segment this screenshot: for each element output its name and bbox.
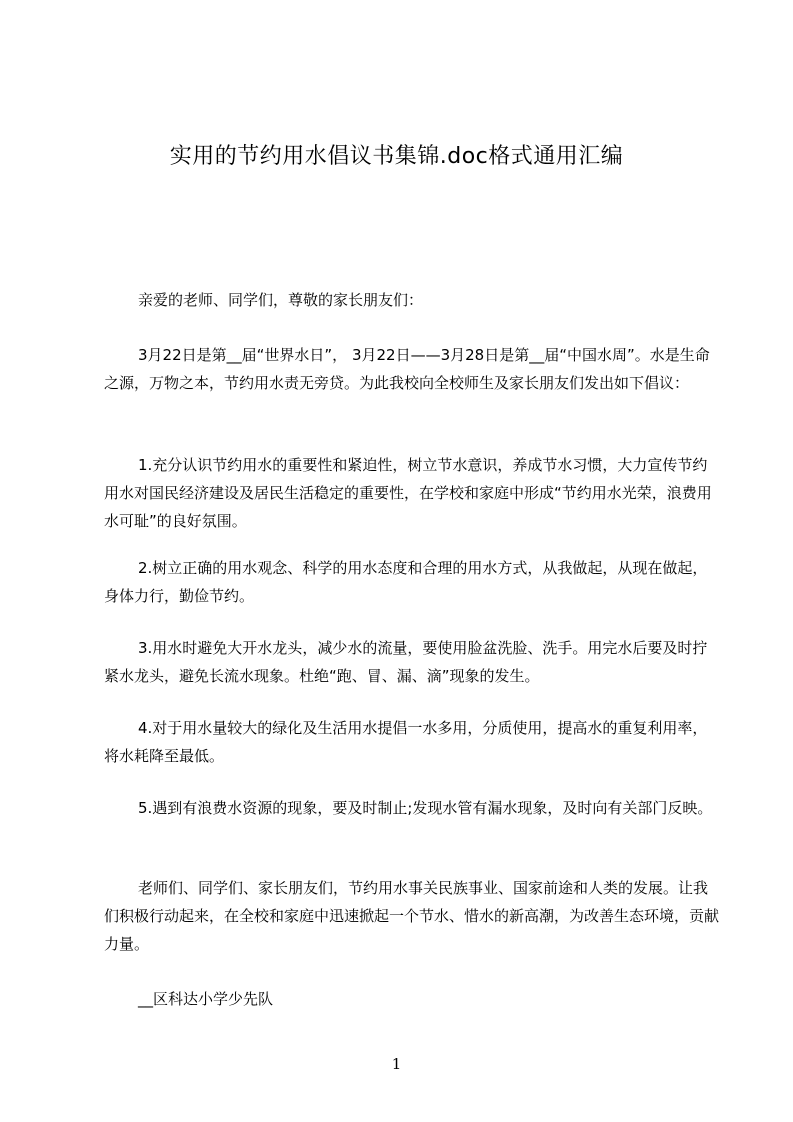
proposal-item-1: 1.充分认识节约用水的重要性和紧迫性，树立节水意识，养成节水习惯，大力宣传节约用水对国民经济建设及居民生活稳定的重要性，在学校和家庭中形成“节约用水光荣，浪费用水可耻”的良好氛围。 — [104, 456, 712, 530]
document-title: 实用的节约用水倡议书集锦.doc格式通用汇编 — [169, 144, 624, 169]
signature: __区科达小学少先队 — [138, 990, 274, 1008]
proposal-item-2: 2.树立正确的用水观念、科学的用水态度和合理的用水方式，从我做起，从现在做起，身体力行，勤俭节约。 — [104, 559, 708, 605]
proposal-item-4: 4.对于用水量较大的绿化及生活用水提倡一水多用，分质使用，提高水的重复利用率，将水耗降至最低。 — [104, 719, 708, 765]
proposal-item-3: 3.用水时避免大开水龙头，减少水的流量，要使用脸盆洗脸、洗手。用完水后要及时拧紧水龙头，避免长流水现象。杜绝“跑、冒、漏、滴”现象的发生。 — [104, 639, 708, 685]
greeting-paragraph: 亲爱的老师、同学们，尊敬的家长朋友们： — [138, 291, 424, 309]
page-number: 1 — [391, 1055, 402, 1073]
proposal-item-5: 5.遇到有浪费水资源的现象，要及时制止;发现水管有漏水现象，及时向有关部门反映。 — [138, 799, 713, 817]
intro-paragraph: 3月22日是第__届“世界水日”， 3月22日——3月28日是第__届“中国水周”。水是生命之源，万物之本，节约用水责无旁贷。为此我校向全校师生及家长朋友们发出如下倡议： — [104, 346, 710, 392]
closing-paragraph: 老师们、同学们、家长朋友们，节约用水事关民族事业、国家前途和人类的发展。让我们积极行动起来，在全校和家庭中迅速掀起一个节水、惜水的新高潮，为改善生态环境，贡献力量。 — [104, 879, 720, 953]
